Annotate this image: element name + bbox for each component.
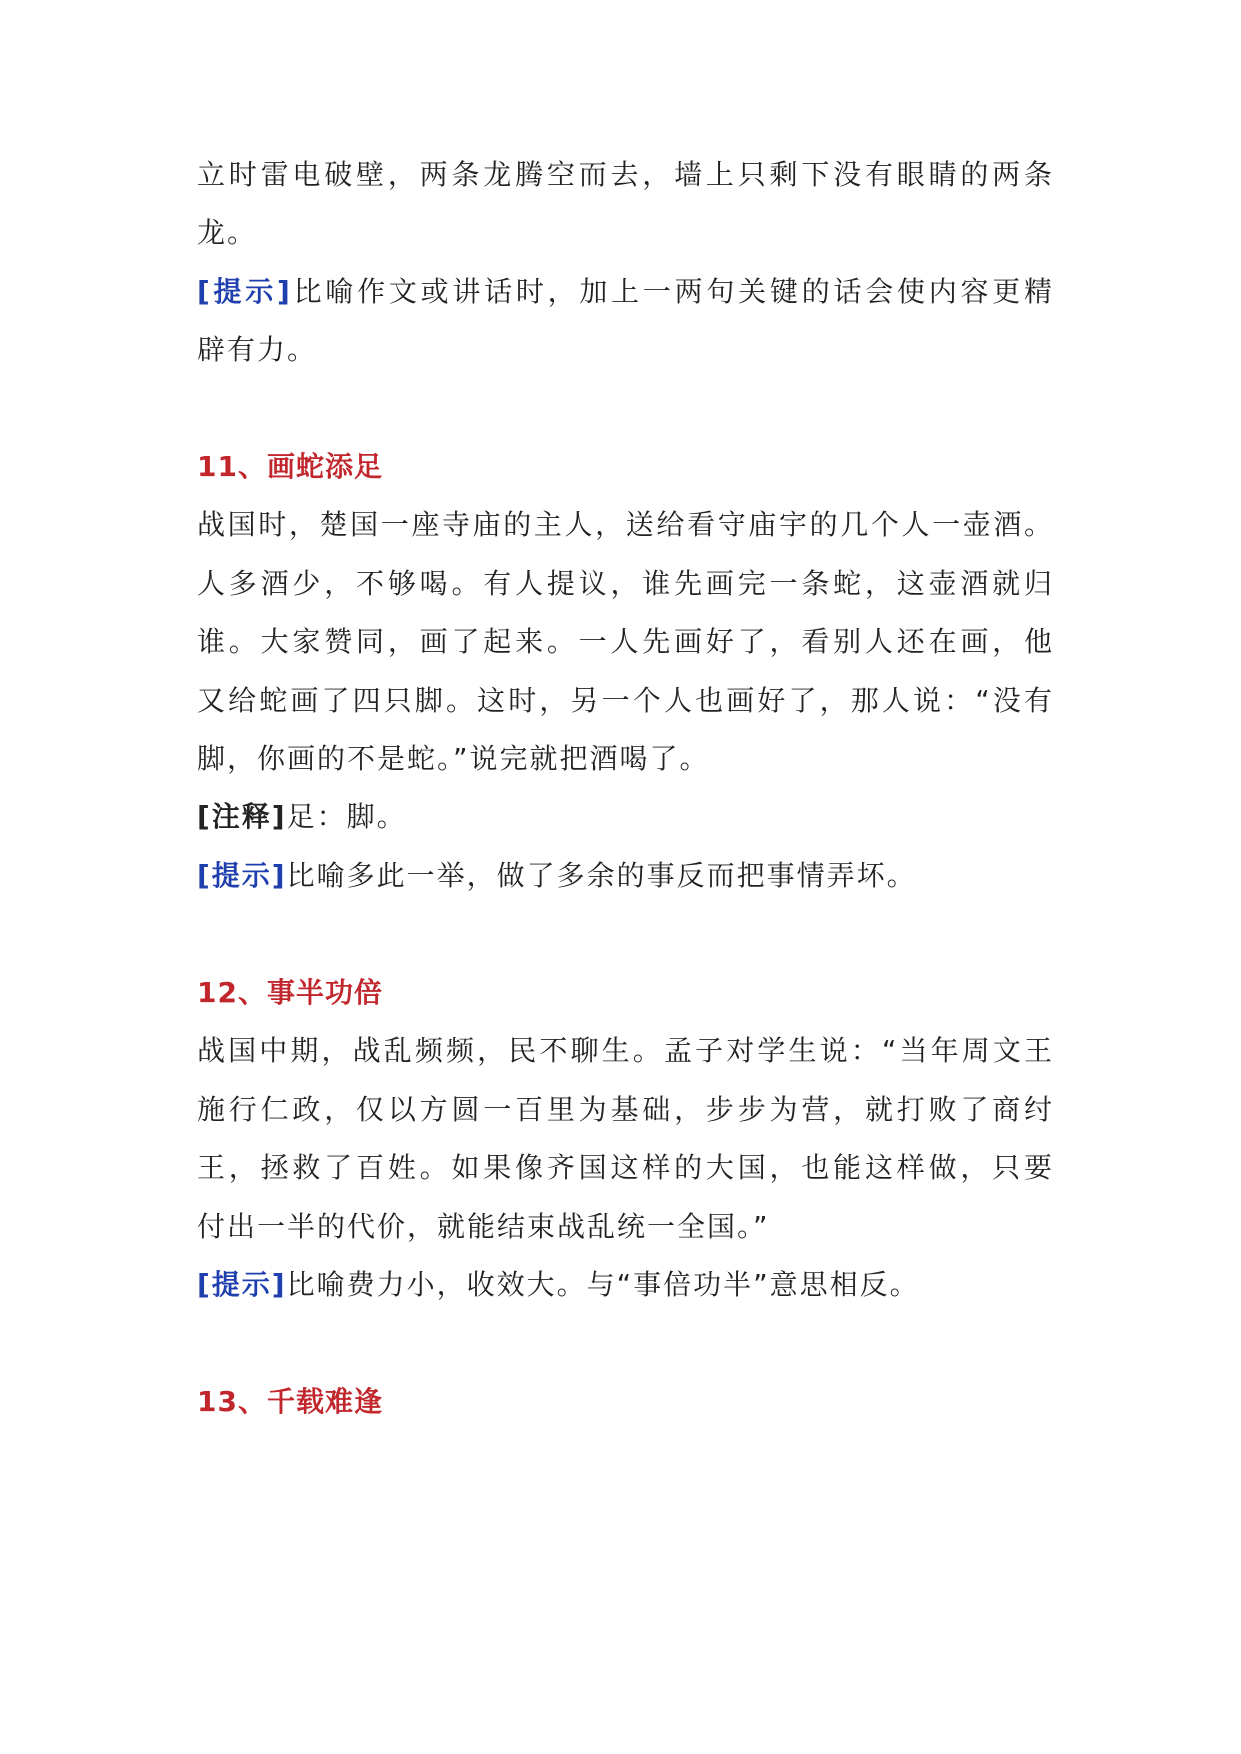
paragraph-line: 又给蛇画了四只脚。这时，另一个人也画好了，那人说：“没有 [197,684,1052,717]
paragraph-line: 脚，你画的不是蛇。”说完就把酒喝了。 [197,742,710,775]
paragraph-line: 立时雷电破壁，两条龙腾空而去，墙上只剩下没有眼睛的两条 [197,158,1052,191]
tip-label: [提示] [197,859,287,892]
paragraph-line: 人多酒少，不够喝。有人提议，谁先画完一条蛇，这壶酒就归 [197,567,1052,600]
section-heading-11: 11、画蛇添足 [197,450,383,483]
tip-line: 辟有力。 [197,333,318,366]
section-heading-12: 12、事半功倍 [197,976,383,1009]
paragraph-line: 战国中期，战乱频频，民不聊生。孟子对学生说：“当年周文王 [197,1034,1052,1067]
tip-text: 比喻多此一举，做了多余的事反而把事情弄坏。 [286,859,917,892]
paragraph-line: 战国时，楚国一座寺庙的主人，送给看守庙宇的几个人一壶酒。 [197,508,1052,541]
paragraph-line: 王，拯救了百姓。如果像齐国这样的大国，也能这样做，只要 [197,1151,1052,1184]
tip-line [197,856,1052,896]
paragraph-line: 付出一半的代价，就能结束战乱统一全国。” [197,1210,770,1243]
tip-label: [提示] [197,275,290,308]
paragraph-line: 龙。 [197,216,258,249]
note-label: [注释] [197,800,287,833]
tip-line [197,272,1052,312]
tip-label: [提示] [197,1268,287,1301]
tip-line [197,1265,1052,1305]
tip-text: 比喻费力小，收效大。与“事倍功半”意思相反。 [286,1268,920,1301]
paragraph-line: 谁。大家赞同，画了起来。一人先画好了，看别人还在画，他 [197,625,1052,658]
tip-text: 比喻作文或讲话时，加上一两句关键的话会使内容更精 [289,275,1052,308]
note-text: 足：脚。 [286,800,407,833]
note-line [197,797,1052,837]
paragraph-line: 施行仁政，仅以方圆一百里为基础，步步为营，就打败了商纣 [197,1093,1052,1126]
section-heading-13: 13、千载难逢 [197,1385,383,1418]
